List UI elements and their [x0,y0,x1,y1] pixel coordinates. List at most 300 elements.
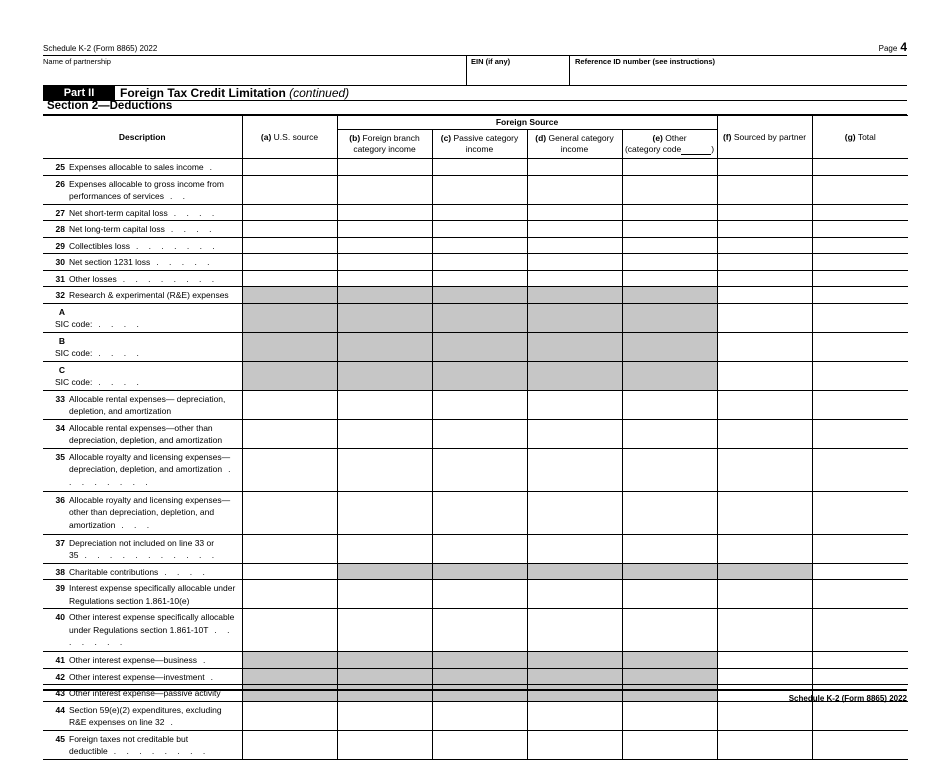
amount-cell[interactable] [717,701,812,730]
line-description [69,393,237,418]
col-c-letter: (c) [440,133,452,143]
amount-cell[interactable] [812,332,908,361]
row-description [43,668,242,685]
line-text: Collectibles loss [69,240,130,251]
amount-cell[interactable] [242,254,337,271]
amount-cell[interactable] [432,448,527,491]
amount-cell[interactable] [622,270,717,287]
leader-dots: . . . . [173,207,219,218]
amount-cell[interactable] [717,390,812,419]
column-a [242,116,337,159]
column-g [812,116,908,159]
shaded-cell [622,287,717,304]
line-text: Interest expense specifically allocable under Regulations section 1.861-10(e) [69,583,236,606]
amount-cell[interactable] [432,237,527,254]
line-text: SIC code: [55,319,93,329]
amount-cell[interactable] [432,609,527,652]
line-number: 43 [55,688,65,698]
amount-cell[interactable] [432,159,527,176]
line-number: A [58,306,65,317]
column-description: Description [43,116,242,159]
row-description [43,609,242,652]
amount-cell[interactable] [622,390,717,419]
amount-cell[interactable] [717,534,812,563]
col-f-letter: (f) [722,131,732,142]
amount-cell[interactable] [527,159,622,176]
table-row [43,361,908,390]
table-row [43,668,908,685]
leader-dots: . [210,671,217,682]
amount-cell[interactable] [622,730,717,759]
amount-cell[interactable] [812,609,908,652]
shaded-cell [242,668,337,685]
form-identifier: Schedule K-2 (Form 8865) 2022 [43,44,158,53]
line-number: 45 [55,733,65,744]
amount-cell[interactable] [717,159,812,176]
line-description [69,654,237,667]
amount-cell[interactable] [622,237,717,254]
amount-cell[interactable] [337,609,432,652]
amount-cell[interactable] [812,534,908,563]
amount-cell[interactable] [337,175,432,204]
amount-cell[interactable] [717,730,812,759]
table-row [43,652,908,669]
line-text: Other losses [69,273,117,284]
footer-form-identifier: Schedule K-2 (Form 8865) 2022 [788,694,907,703]
amount-cell[interactable] [812,361,908,390]
amount-cell[interactable] [527,609,622,652]
amount-cell[interactable] [717,270,812,287]
amount-cell[interactable] [717,237,812,254]
amount-cell[interactable] [812,221,908,238]
amount-cell[interactable] [622,175,717,204]
amount-cell[interactable] [527,221,622,238]
line-number: C [58,364,65,375]
amount-cell[interactable] [622,254,717,271]
amount-cell[interactable] [812,270,908,287]
shaded-cell [432,303,527,332]
shaded-cell [527,685,622,702]
leader-dots: . . . . . . . . [69,464,235,487]
amount-cell[interactable] [812,668,908,685]
line-number: 27 [55,207,65,218]
shaded-cell [242,361,337,390]
part-label: Part II [43,86,115,100]
part-title-text: Foreign Tax Credit Limitation [120,86,286,100]
amount-cell[interactable] [432,419,527,448]
line-description [43,318,223,331]
shaded-cell [337,361,432,390]
row-description [43,491,242,534]
shaded-cell [242,287,337,304]
shaded-cell [622,303,717,332]
amount-cell[interactable] [717,303,812,332]
line-text: Net long-term capital loss [69,224,165,234]
column-e: (e) Other (category code ) [622,130,717,159]
shaded-cell [242,303,337,332]
amount-cell[interactable] [812,287,908,304]
col-d-letter: (d) [535,133,547,143]
amount-cell[interactable] [812,175,908,204]
row-description [43,237,242,254]
amount-cell[interactable] [717,668,812,685]
amount-cell[interactable] [717,254,812,271]
amount-cell[interactable] [337,448,432,491]
amount-cell[interactable] [527,204,622,221]
line-description [69,240,237,253]
amount-cell[interactable] [717,448,812,491]
line-number: 44 [55,704,65,715]
divider [466,55,467,85]
line-text: SIC code: [55,377,93,387]
table-row [43,303,908,332]
row-description [43,448,242,491]
amount-cell[interactable] [622,534,717,563]
amount-cell[interactable] [432,221,527,238]
shaded-cell [622,668,717,685]
shaded-cell [622,361,717,390]
amount-cell[interactable] [527,390,622,419]
line-text: Other interest expense—passive activity [69,688,221,698]
table-row [43,159,908,176]
amount-cell[interactable] [337,701,432,730]
shaded-cell [432,685,527,702]
amount-cell[interactable] [242,204,337,221]
row-description [43,390,242,419]
amount-cell[interactable] [242,580,337,609]
row-description [43,303,242,332]
table-row [43,534,908,563]
col-e-sub: (category code [624,144,682,154]
amount-cell[interactable] [432,270,527,287]
amount-cell[interactable] [432,534,527,563]
amount-cell[interactable] [527,534,622,563]
amount-cell[interactable] [717,580,812,609]
category-code-blank[interactable] [681,146,711,155]
amount-cell[interactable] [812,419,908,448]
amount-cell[interactable] [242,390,337,419]
line-description [69,582,237,607]
amount-cell[interactable] [337,419,432,448]
line-number: 26 [55,178,65,189]
line-number: 36 [55,494,65,505]
amount-cell[interactable] [242,448,337,491]
amount-cell[interactable] [337,390,432,419]
page-indicator [879,40,907,54]
amount-cell[interactable] [812,652,908,669]
amount-cell[interactable] [717,419,812,448]
reference-id-field[interactable]: Reference ID number (see instructions) [575,57,716,66]
shaded-cell [432,563,527,580]
amount-cell[interactable] [812,237,908,254]
amount-cell[interactable] [527,270,622,287]
shaded-cell [432,287,527,304]
line-description [69,161,237,174]
shaded-cell [527,361,622,390]
amount-cell[interactable] [812,303,908,332]
table-row [43,254,908,271]
amount-cell[interactable] [622,204,717,221]
amount-cell[interactable] [527,419,622,448]
line-number: 29 [55,240,65,251]
amount-cell[interactable] [717,609,812,652]
shaded-cell [432,652,527,669]
partnership-name-field[interactable]: Name of partnership [43,57,111,66]
line-number: 33 [55,393,65,404]
column-d [527,130,622,159]
amount-cell[interactable] [242,730,337,759]
amount-cell[interactable] [717,491,812,534]
col-g-letter: (g) [844,131,856,142]
line-text: Allocable rental expenses—other than depreciation, depletion, and amortization [69,422,223,445]
col-a-text: U.S. source [273,131,319,142]
amount-cell[interactable] [527,701,622,730]
line-number: 40 [55,612,65,622]
leader-dots: . [203,655,210,665]
table-row [43,609,908,652]
amount-cell[interactable] [242,159,337,176]
amount-cell[interactable] [812,254,908,271]
amount-cell[interactable] [242,237,337,254]
amount-cell[interactable] [527,730,622,759]
amount-cell[interactable] [812,491,908,534]
line-description [69,494,237,532]
shaded-cell [527,303,622,332]
line-number: 39 [55,583,65,593]
amount-cell[interactable] [432,701,527,730]
amount-cell[interactable] [812,580,908,609]
amount-cell[interactable] [337,491,432,534]
line-description [69,207,237,220]
leader-dots: . . . . . . . [135,240,219,251]
table-row [43,237,908,254]
line-description [69,704,237,729]
table-row [43,221,908,238]
part-title [120,86,349,100]
leader-dots: . . . . [98,319,143,329]
shaded-cell [527,668,622,685]
amount-cell[interactable] [717,221,812,238]
amount-cell[interactable] [432,491,527,534]
amount-cell[interactable] [622,419,717,448]
amount-cell[interactable] [337,221,432,238]
amount-cell[interactable] [717,652,812,669]
line-description [69,611,237,649]
leader-dots: . . [169,191,190,201]
line-text: Other interest expense—investment [69,671,205,682]
line-text: Depreciation not included on line 33 or 35 [69,537,215,560]
ein-field[interactable]: EIN (if any) [471,57,511,66]
row-description [43,730,242,759]
shaded-cell [527,332,622,361]
line-number: 37 [55,537,65,548]
shaded-cell [622,652,717,669]
table-row [43,491,908,534]
amount-cell[interactable] [242,701,337,730]
shaded-cell [242,685,337,702]
amount-cell[interactable] [812,159,908,176]
line-description [69,671,237,684]
amount-cell[interactable] [717,287,812,304]
col-a-letter: (a) [260,131,272,142]
amount-cell[interactable] [527,491,622,534]
identification-row [43,55,907,86]
row-description [43,534,242,563]
amount-cell[interactable] [527,175,622,204]
page-number: 4 [900,40,907,54]
amount-cell[interactable] [622,701,717,730]
page-label: Page [878,44,898,53]
leader-dots: . [170,717,177,727]
line-text: Allocable royalty and licensing expenses—other than depreciation, depletion, and amortization [69,494,231,530]
amount-cell[interactable] [527,254,622,271]
amount-cell[interactable] [717,361,812,390]
leader-dots: . . . . . . . [69,624,234,647]
amount-cell[interactable] [242,419,337,448]
line-description [69,223,237,236]
amount-cell[interactable] [337,204,432,221]
column-b [337,130,432,159]
line-number: 41 [55,655,65,665]
line-description [43,347,223,360]
leader-dots: . . . [121,519,154,530]
amount-cell[interactable] [242,563,337,580]
amount-cell[interactable] [432,175,527,204]
foreign-source-header: Foreign Source [337,116,717,130]
shaded-cell [432,332,527,361]
row-description [43,175,242,204]
leader-dots: . . . . [170,224,216,234]
shaded-cell [717,563,812,580]
table-row [43,287,908,304]
column-f [717,116,812,159]
shaded-cell [337,652,432,669]
row-description [43,563,242,580]
amount-cell[interactable] [432,730,527,759]
line-number: B [58,335,65,346]
amount-cell[interactable] [622,448,717,491]
col-d-text: General category income [548,133,614,154]
line-description [69,537,237,562]
amount-cell[interactable] [337,534,432,563]
col-c-text: Passive category income [453,133,519,154]
amount-cell[interactable] [337,580,432,609]
amount-cell[interactable] [622,580,717,609]
part-header [43,86,907,101]
row-description [43,270,242,287]
col-f-text: Sourced by partner [733,131,807,142]
shaded-cell [337,332,432,361]
amount-cell[interactable] [337,159,432,176]
line-text: Expenses allocable to gross income from performances of services [69,178,224,201]
table-row [43,563,908,580]
amount-cell[interactable] [527,237,622,254]
table-row [43,580,908,609]
line-text: Net section 1231 loss [69,257,151,267]
line-number: 35 [55,451,65,462]
row-description [43,332,242,361]
table-row [43,419,908,448]
table-row [43,701,908,730]
line-number: 32 [55,290,65,300]
amount-cell[interactable] [337,254,432,271]
leader-dots: . . . . [98,377,143,387]
amount-cell[interactable] [337,730,432,759]
amount-cell[interactable] [242,534,337,563]
col-e-text: Other [665,133,687,143]
line-description [43,376,223,389]
row-description [43,204,242,221]
amount-cell[interactable] [622,609,717,652]
amount-cell[interactable] [812,204,908,221]
amount-cell[interactable] [242,270,337,287]
amount-cell[interactable] [812,730,908,759]
amount-cell[interactable] [432,580,527,609]
line-text: Other interest expense specifically allocable under Regulations section 1.861-10T [69,612,235,635]
amount-cell[interactable] [337,270,432,287]
table-row [43,332,908,361]
amount-cell[interactable] [622,491,717,534]
amount-cell[interactable] [527,448,622,491]
amount-cell[interactable] [622,159,717,176]
amount-cell[interactable] [812,701,908,730]
amount-cell[interactable] [337,237,432,254]
amount-cell[interactable] [812,448,908,491]
col-b-text: Foreign branch category income [353,133,420,154]
amount-cell[interactable] [242,175,337,204]
line-description [69,289,237,302]
row-description [43,254,242,271]
line-number: 31 [55,273,65,284]
line-number: 30 [55,257,65,267]
amount-cell[interactable] [717,204,812,221]
row-description [43,685,242,702]
line-number: 42 [55,671,65,682]
table-row [43,390,908,419]
line-text: Allocable rental expenses— depreciation, depletion, and amortization [69,393,226,416]
amount-cell[interactable] [527,580,622,609]
amount-cell[interactable] [622,221,717,238]
line-text: Charitable contributions [69,566,159,577]
amount-cell[interactable] [432,254,527,271]
leader-dots: . . . . . [156,257,214,267]
line-number: 25 [55,162,65,172]
table-row [43,448,908,491]
shaded-cell [432,668,527,685]
line-text: SIC code: [55,348,93,358]
table-row [43,175,908,204]
amount-cell[interactable] [812,563,908,580]
row-description [43,361,242,390]
row-description [43,159,242,176]
leader-dots: . . . . . . . . [113,746,210,756]
amount-cell[interactable] [717,175,812,204]
row-description [43,701,242,730]
leader-dots: . . . . [98,348,143,358]
amount-cell[interactable] [242,221,337,238]
amount-cell[interactable] [717,332,812,361]
amount-cell[interactable] [242,491,337,534]
table-body [43,159,908,760]
amount-cell[interactable] [242,609,337,652]
amount-cell[interactable] [432,390,527,419]
amount-cell[interactable] [432,204,527,221]
shaded-cell [337,668,432,685]
line-text: Expenses allocable to sales income [69,162,204,172]
table-row [43,730,908,759]
line-number: 38 [55,566,65,577]
amount-cell[interactable] [812,390,908,419]
